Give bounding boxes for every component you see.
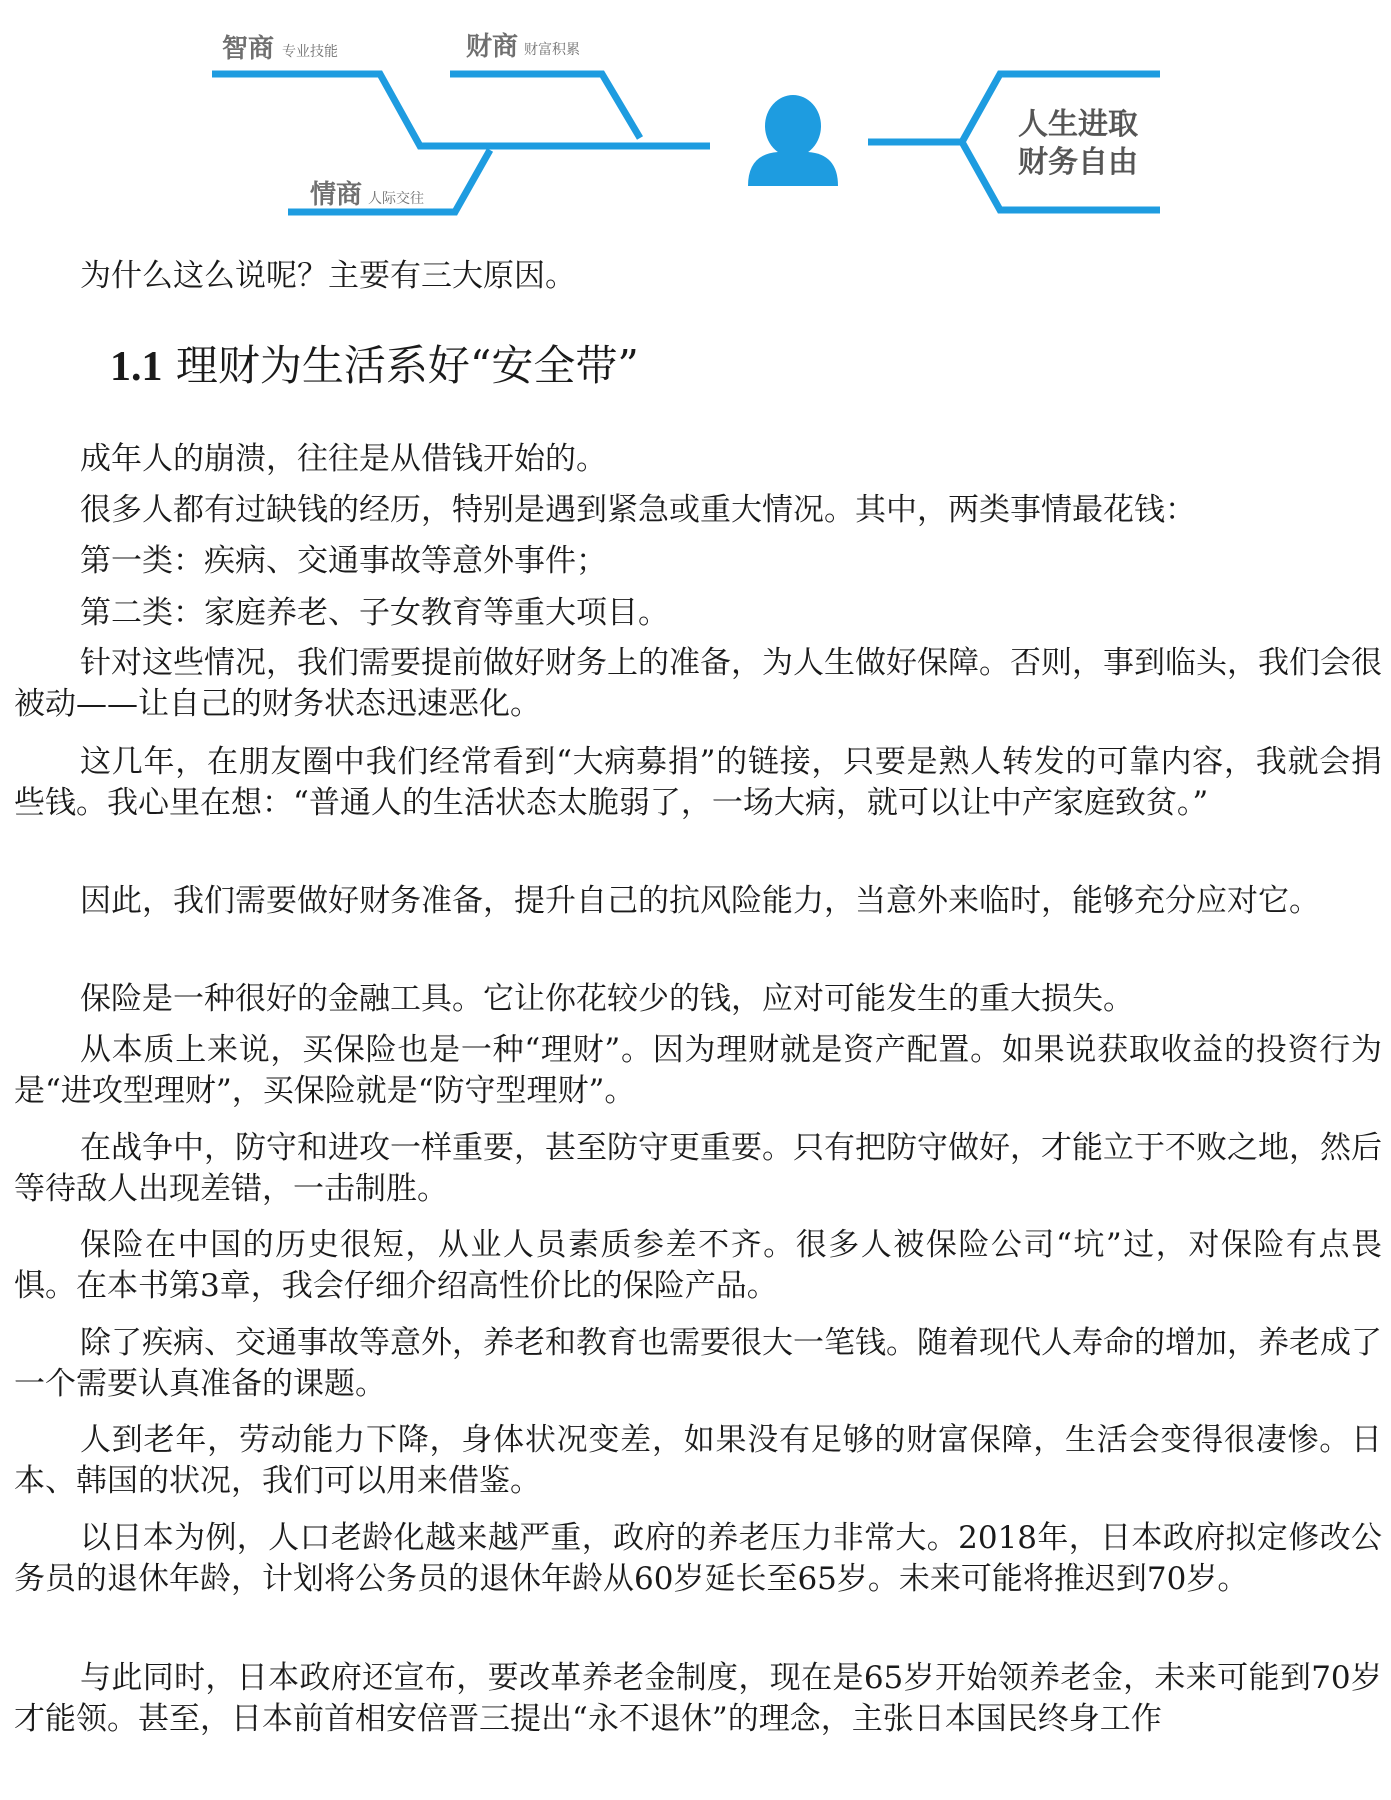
branch-fq-label: 财商: [466, 32, 519, 62]
paragraph: 很多人都有过缺钱的经历，特别是遇到紧急或重大情况。其中，两类事情最花钱：: [80, 492, 1196, 528]
goal-bracket: [868, 74, 1160, 210]
paragraph: 这几年，在朋友圈中我们经常看到“大病募捐”的链接，只要是熟人转发的可靠内容，我就会捐些钱。我心里在想：“普通人的生活状态太脆弱了，一场大病，就可以让中产家庭致贫。”: [14, 744, 1382, 821]
section-heading: [110, 340, 639, 393]
paragraph: 保险在中国的历史很短，从业人员素质参差不齐。很多人被保险公司“坑”过，对保险有点畏惧。在本书第3章，我会仔细介绍高性价比的保险产品。: [14, 1227, 1382, 1304]
paragraph: 在战争中，防守和进攻一样重要，甚至防守更重要。只有把防守做好，才能立于不败之地，然后等待敌人出现差错，一击制胜。: [14, 1130, 1382, 1207]
intro-paragraph: 为什么这么说呢？主要有三大原因。: [80, 258, 576, 294]
paragraph: 从本质上来说，买保险也是一种“理财”。因为理财就是资产配置。如果说获取收益的投资行为是“进攻型理财”，买保险就是“防守型理财”。: [14, 1032, 1382, 1109]
branch-iq-label: 智商: [222, 34, 275, 64]
life-skills-diagram: [0, 0, 1391, 230]
section-number: 1.1: [110, 344, 163, 390]
paragraph: 人到老年，劳动能力下降，身体状况变差，如果没有足够的财富保障，生活会变得很凄惨。日本、韩国的状况，我们可以用来借鉴。: [14, 1422, 1382, 1499]
paragraph: 第二类：家庭养老、子女教育等重大项目。: [80, 595, 669, 631]
paragraph: 以日本为例，人口老龄化越来越严重，政府的养老压力非常大。2018年，日本政府拟定修改公务员的退休年龄，计划将公务员的退休年龄从60岁延长至65岁。未来可能将推迟到70岁。: [14, 1520, 1382, 1597]
branch-eq: [288, 150, 490, 212]
goal-line-2: 财务自由: [1018, 145, 1138, 180]
paragraph: 成年人的崩溃，往往是从借钱开始的。: [80, 441, 607, 477]
goal-line-1: 人生进取: [1018, 107, 1138, 142]
paragraph: 与此同时，日本政府还宣布，要改革养老金制度，现在是65岁开始领养老金，未来可能到70岁才能领。甚至，日本前首相安倍晋三提出“永不退休”的理念，主张日本国民终身工作: [14, 1660, 1382, 1737]
branch-fq: [450, 31, 640, 138]
branch-eq-sublabel: 人际交往: [368, 191, 424, 207]
branch-iq-sublabel: 专业技能: [282, 44, 338, 60]
paragraph: 针对这些情况，我们需要提前做好财务上的准备，为人生做好保障。否则，事到临头，我们会很被动——让自己的财务状态迅速恶化。: [14, 645, 1382, 722]
branch-eq-label: 情商: [310, 180, 363, 210]
paragraph: 第一类：疾病、交通事故等意外事件；: [80, 543, 607, 579]
paragraph: 保险是一种很好的金融工具。它让你花较少的钱，应对可能发生的重大损失。: [80, 981, 1134, 1017]
paragraph: 除了疾病、交通事故等意外，养老和教育也需要很大一笔钱。随着现代人寿命的增加，养老成了一个需要认真准备的课题。: [14, 1325, 1382, 1402]
branch-fq-sublabel: 财富积累: [524, 42, 580, 58]
person-icon: [748, 95, 838, 186]
paragraph: 因此，我们需要做好财务准备，提升自己的抗风险能力，当意外来临时，能够充分应对它。: [80, 883, 1320, 919]
section-title: 理财为生活系好“安全带”: [175, 341, 639, 390]
